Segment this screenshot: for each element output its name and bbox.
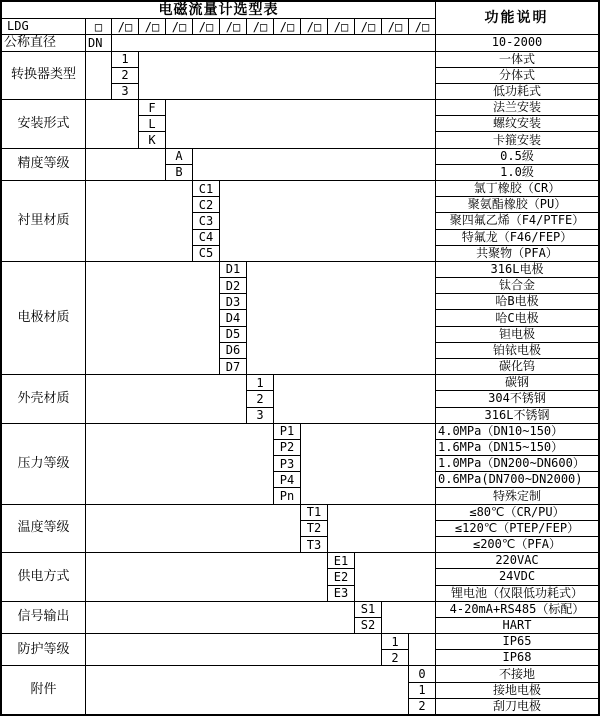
option-code-box: E2 (327, 568, 355, 585)
option-description: 不接地 (498, 666, 535, 681)
divider (85, 18, 86, 714)
option-description: 特氟龙（F46/FEP） (461, 229, 573, 244)
option-description: 卡箍安装 (492, 132, 541, 147)
option-description: 锂电池（仅限低功耗式） (450, 585, 583, 600)
option-description: 220VAC (495, 553, 539, 568)
table-title: 电磁流量计选型表 (158, 2, 279, 19)
group-label-7: 压力等级 (17, 455, 70, 471)
option-code-box: D6 (219, 342, 247, 359)
option-description: 特殊定制 (492, 488, 541, 503)
option-description: IP68 (502, 650, 532, 665)
option-code-box: T3 (300, 536, 328, 553)
option-description: IP65 (502, 634, 532, 649)
option-code-box: K (138, 131, 166, 148)
model-slot-box: /□ (138, 18, 166, 35)
option-description: 碳钢 (504, 375, 529, 390)
option-code-box: Pn (273, 487, 301, 504)
option-code-box: 0 (408, 665, 436, 682)
option-code-box: P4 (273, 471, 301, 488)
option-code-box: C5 (192, 245, 220, 262)
group-label-9: 供电方式 (17, 568, 70, 584)
option-description: 1.6MPa（DN15~150） (438, 439, 564, 454)
group-label-6: 外壳材质 (17, 390, 70, 406)
option-description: 共聚物（PFA） (476, 245, 558, 260)
option-description: 哈C电极 (495, 310, 539, 325)
option-description: 304不锈钢 (488, 391, 546, 406)
option-code-box: C3 (192, 212, 220, 229)
model-slot-box: /□ (408, 18, 436, 35)
option-description: 4-20mA+RS485（标配） (449, 601, 585, 616)
model-slot-box: /□ (246, 18, 274, 35)
option-code-box: 1 (246, 374, 274, 391)
option-description: 接地电极 (492, 682, 541, 697)
option-code-box: D1 (219, 261, 247, 278)
option-code-box: C2 (192, 196, 220, 213)
option-description: 碳化钨 (498, 359, 535, 374)
option-code-box: 1 (111, 51, 139, 68)
model-slot-box: /□ (354, 18, 382, 35)
option-description: 一体式 (498, 51, 535, 66)
model-prefix-label: LDG (7, 19, 29, 34)
option-code-box: 3 (111, 83, 139, 100)
option-code-box: 2 (111, 67, 139, 84)
model-slot-box: /□ (381, 18, 409, 35)
model-slot-box: /□ (327, 18, 355, 35)
option-code-box: F (138, 99, 166, 116)
option-description: 哈B电极 (495, 294, 539, 309)
option-code-box: L (138, 115, 166, 132)
option-code-box: D4 (219, 309, 247, 326)
option-description: 钽电极 (498, 326, 535, 341)
option-code-box: S1 (354, 601, 382, 618)
option-code-box: 1 (408, 682, 436, 699)
option-code-box: D2 (219, 277, 247, 294)
option-code-box: D7 (219, 358, 247, 375)
function-column-header: 功能说明 (484, 10, 549, 27)
group-label-5: 电极材质 (17, 310, 70, 326)
model-slot-box: /□ (111, 18, 139, 35)
option-description: ≤80℃（CR/PU） (469, 504, 565, 519)
group-label-12: 附件 (30, 682, 57, 698)
model-slot-box: /□ (165, 18, 193, 35)
group-label-4: 衬里材质 (17, 212, 70, 228)
option-code-box: A (165, 148, 193, 165)
option-code-box: E3 (327, 585, 355, 602)
group-label-11: 防护等级 (17, 641, 70, 657)
model-checkbox: □ (85, 18, 112, 35)
option-description: 4.0MPa（DN10~150） (438, 423, 564, 438)
option-code-box: D5 (219, 326, 247, 343)
option-code-box: B (165, 164, 193, 181)
group-label-2: 安装形式 (17, 115, 70, 131)
model-slot-box: /□ (219, 18, 247, 35)
option-code-box: 3 (246, 407, 274, 424)
option-description: 1.0MPa（DN200~DN600） (438, 456, 585, 471)
group-label-0: 公称直径 (4, 34, 57, 50)
option-description: 0.6MPa(DN700~DN2000) (438, 472, 583, 487)
option-code-box: D3 (219, 293, 247, 310)
option-code-box: C4 (192, 229, 220, 246)
option-code-box: P2 (273, 439, 301, 456)
option-code-box: P1 (273, 423, 301, 440)
option-description: 低功耗式 (492, 83, 541, 98)
option-description: 法兰安装 (492, 100, 541, 115)
option-code-box: S2 (354, 617, 382, 634)
group-label-1: 转换器类型 (10, 67, 76, 83)
option-code-box: 2 (408, 698, 436, 715)
option-description: 氯丁橡胶（CR） (473, 181, 561, 196)
option-code-box: 1 (381, 633, 409, 650)
option-description: 铂铱电极 (492, 342, 541, 357)
option-code-box: 2 (381, 649, 409, 666)
option-code-box: E1 (327, 552, 355, 569)
option-description: 螺纹安装 (492, 116, 541, 131)
group-label-3: 精度等级 (17, 156, 70, 172)
option-code-box: T2 (300, 520, 328, 537)
option-description: 10-2000 (491, 35, 543, 50)
option-code-box: T1 (300, 504, 328, 521)
option-description: ≤200℃（PFA） (472, 537, 562, 552)
option-description: 24VDC (498, 569, 536, 584)
option-description: 聚氨酯橡胶（PU） (467, 197, 567, 212)
model-slot-box: /□ (273, 18, 301, 35)
group-label-8: 温度等级 (17, 520, 70, 536)
option-code-box: C1 (192, 180, 220, 197)
option-description: 0.5级 (500, 148, 534, 163)
option-code-box: P3 (273, 455, 301, 472)
model-slot-box: /□ (192, 18, 220, 35)
option-description: 1.0级 (500, 164, 534, 179)
option-code-box: DN (85, 34, 112, 51)
option-description: 钛合金 (498, 278, 535, 293)
option-description: HART (502, 617, 532, 632)
option-description: ≤120℃（PTEP/FEP） (454, 520, 580, 535)
option-code-box: 2 (246, 390, 274, 407)
option-description: 316L电极 (490, 261, 544, 276)
group-label-10: 信号输出 (17, 609, 70, 625)
option-description: 分体式 (498, 67, 535, 82)
option-description: 316L不锈钢 (484, 407, 550, 422)
option-description: 聚四氟乙烯（F4/PTFE） (449, 213, 585, 228)
option-description: 刮刀电极 (492, 698, 541, 713)
model-slot-box: /□ (300, 18, 328, 35)
